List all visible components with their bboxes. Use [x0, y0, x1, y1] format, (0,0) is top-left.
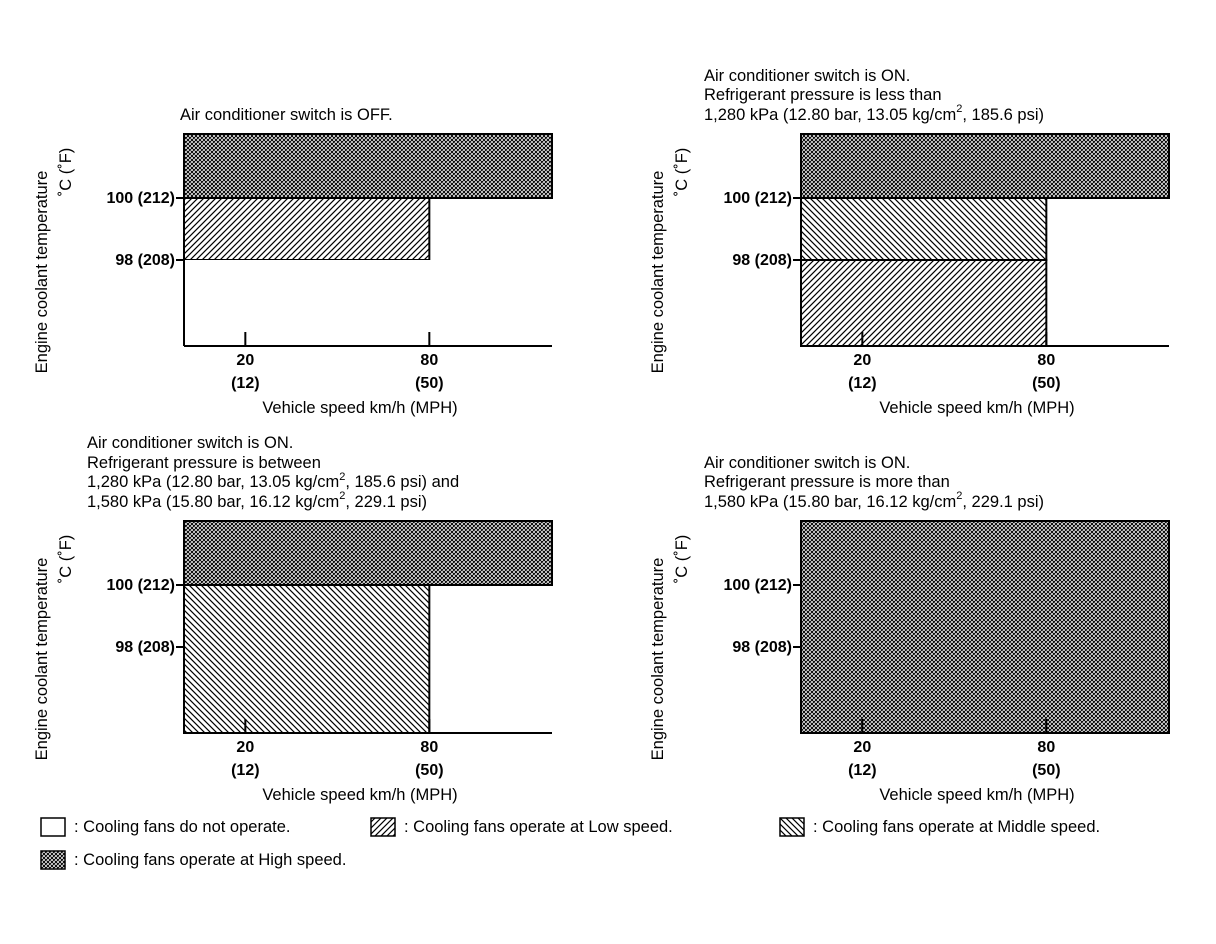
- chart-title-line: Air conditioner switch is ON.: [704, 453, 911, 472]
- y-axis-unit-label: ˚C (˚F): [673, 147, 691, 197]
- legend-item-middle: [779, 817, 1100, 837]
- chart-title-line: Refrigerant pressure is more than: [704, 473, 950, 491]
- chart-title-line: Air conditioner switch is ON.: [87, 434, 294, 452]
- chart-title-line: Air conditioner switch is OFF.: [180, 105, 393, 124]
- y-tick-label: 98 (208): [732, 639, 792, 656]
- y-tick-label: 98 (208): [115, 639, 175, 656]
- chart-title-line: Refrigerant pressure is between: [87, 453, 321, 472]
- region-high: [801, 521, 1169, 733]
- chart-panel-1: [33, 134, 552, 417]
- x-tick-label: 20: [236, 352, 255, 369]
- region-high: [801, 134, 1169, 198]
- legend-label-low: : Cooling fans operate at Low speed.: [404, 817, 673, 836]
- region-middle: [801, 198, 1046, 260]
- chart-panel-3: [33, 521, 552, 804]
- y-tick-label: 100 (212): [106, 577, 175, 594]
- x-tick-sublabel: (12): [231, 762, 260, 779]
- x-tick-sublabel: (50): [1032, 762, 1061, 779]
- x-axis-label: Vehicle speed km/h (MPH): [262, 786, 458, 804]
- x-tick-sublabel: (50): [1032, 375, 1061, 392]
- legend-item-high: [40, 850, 346, 870]
- y-tick-label: 100 (212): [106, 190, 175, 207]
- legend-item-low: [370, 817, 673, 837]
- y-axis-unit-label: ˚C (˚F): [57, 534, 75, 584]
- chart-title-4: [704, 454, 1044, 513]
- legend-swatch-none: [40, 817, 66, 837]
- y-tick-label: 100 (212): [723, 190, 792, 207]
- y-axis-label: Engine coolant temperature: [33, 557, 51, 761]
- x-tick-label: 80: [1037, 739, 1056, 756]
- y-tick-label: 98 (208): [732, 252, 792, 269]
- legend-swatch-low: [370, 817, 396, 837]
- legend-label-middle: : Cooling fans operate at Middle speed.: [813, 817, 1101, 836]
- chart-title-line: 1,280 kPa (12.80 bar, 13.05 $kg/cm^2$, 185.6 psi) and: [87, 470, 460, 491]
- legend-swatch-high: [40, 850, 66, 870]
- x-tick-sublabel: (50): [415, 375, 444, 392]
- x-tick-sublabel: (50): [415, 762, 444, 779]
- chart-title-line: Air conditioner switch is ON.: [704, 66, 911, 85]
- x-tick-label: 80: [420, 352, 439, 369]
- y-tick-label: 100 (212): [723, 577, 792, 594]
- chart-title-3: [87, 434, 459, 512]
- chart-title-1: [180, 106, 393, 126]
- x-tick-label: 20: [236, 739, 255, 756]
- x-tick-sublabel: (12): [848, 762, 877, 779]
- chart-title-line: Refrigerant pressure is less than: [704, 86, 942, 104]
- y-tick-label: 98 (208): [115, 252, 175, 269]
- legend-swatch-middle: [779, 817, 805, 837]
- legend-item-none: [40, 817, 290, 837]
- y-axis-label: Engine coolant temperature: [33, 170, 51, 374]
- y-axis-unit-label: ˚C (˚F): [57, 147, 75, 197]
- chart-title-2: [704, 67, 1044, 126]
- y-axis-unit-label: ˚C (˚F): [673, 534, 691, 584]
- y-axis-label: Engine coolant temperature: [649, 170, 667, 374]
- x-tick-label: 80: [1037, 352, 1056, 369]
- chart-title-line: 1,280 kPa (12.80 bar, 13.05 $kg/cm^2$, 185.6 psi): [704, 103, 1045, 124]
- x-tick-label: 80: [420, 739, 439, 756]
- x-tick-label: 20: [853, 739, 872, 756]
- chart-title-line: 1,580 kPa (15.80 bar, 16.12 $kg/cm^2$, 229.1 psi): [87, 490, 428, 511]
- x-axis-label: Vehicle speed km/h (MPH): [262, 399, 458, 417]
- region-high: [184, 521, 552, 585]
- region-low: [184, 198, 429, 260]
- x-tick-label: 20: [853, 352, 872, 369]
- x-tick-sublabel: (12): [848, 375, 877, 392]
- x-tick-sublabel: (12): [231, 375, 260, 392]
- chart-panel-4: [649, 521, 1169, 804]
- chart-panel-2: [649, 134, 1169, 417]
- chart-title-line: 1,580 kPa (15.80 bar, 16.12 $kg/cm^2$, 229.1 psi): [704, 490, 1045, 511]
- region-low: [801, 260, 1046, 346]
- region-none: [184, 260, 552, 346]
- legend-label-none: : Cooling fans do not operate.: [74, 817, 291, 836]
- x-axis-label: Vehicle speed km/h (MPH): [879, 786, 1075, 804]
- x-axis-label: Vehicle speed km/h (MPH): [879, 399, 1075, 417]
- y-axis-label: Engine coolant temperature: [649, 557, 667, 761]
- region-middle: [184, 585, 429, 733]
- region-high: [184, 134, 552, 198]
- legend-label-high: : Cooling fans operate at High speed.: [74, 850, 347, 869]
